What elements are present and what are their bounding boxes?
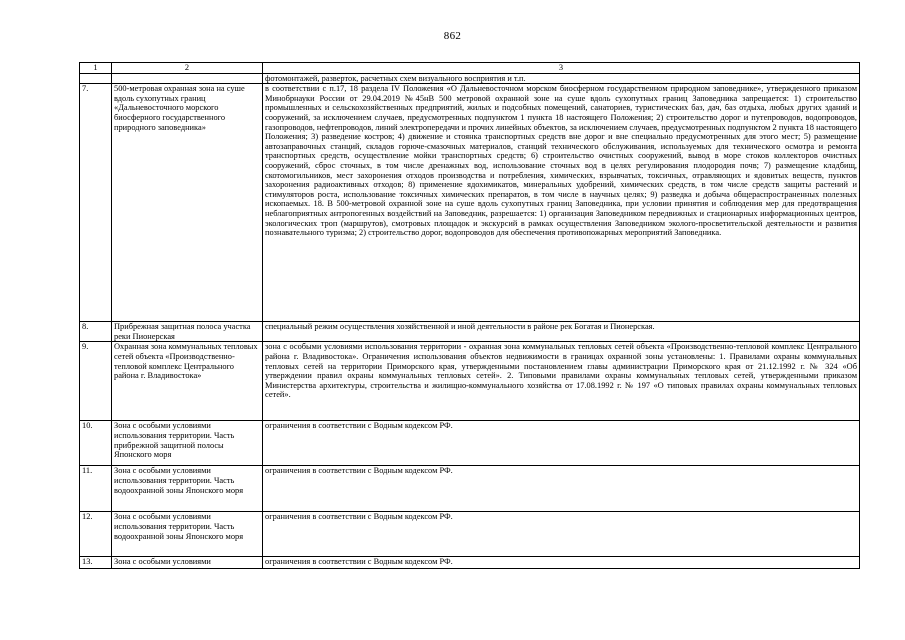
row-restrictions	[263, 322, 860, 342]
row-zone-name: Зона с особыми условиями использования территории. Часть водоохранной зоны Японского моря	[112, 512, 263, 557]
row-zone-name: Охранная зона коммунальных тепловых сетей объекта «Производственно-тепловой комплекс Центрального района г. Владивостока»	[112, 342, 263, 421]
row-restrictions	[263, 421, 860, 466]
row-restrictions	[263, 466, 860, 512]
table-header-row	[80, 63, 860, 74]
header-col-2: 2	[112, 63, 263, 74]
row-restrictions-text: ограничения в соответствии с Водным кодексом РФ.	[265, 466, 453, 476]
row-zone-name: 500-метровая охранная зона на суше вдоль сухопутных границ «Дальневосточного морского биосферного государственного природного заповедника»	[112, 84, 263, 322]
row-zone-name	[112, 73, 263, 84]
row-number: 10.	[80, 421, 112, 466]
row-restrictions-text: в соответствии с п.17, 18 раздела IV Положения «О Дальневосточном морском биосферном государственном природном заповеднике», утвержденного приказом Минобрнауки России от 29.04.2019 №45нВ 500 метровой охранной зоне на суше вдоль сухопутных границ Заповедника запрещается: 1) строительство промышленных и сельскохозяйственных предприятий, жилых и подсобных помещений, санаториев, туристических баз, дач, баз отдыха, любых других зданий и сооружений, за исключением случаев, предусмотренных подпунктом 1 пункта 18 настоящего Положения; 2) строительство дорог и путепроводов, водопроводов, газопроводов, нефтепроводов, линий электропередачи и прочих линейных объектов, за исключением случаев, предусмотренных подпунктом 2 пункта 18 настоящего Положения; 3) разведение костров; 4) движение и стоянка транспортных средств вне дорог и вне специально предусмотренных для этого мест; 5) размещение автозаправочных станций, складов горюче-смазочных материалов, станций технического обслуживания, используемых для технического осмотра и ремонта транспортных средств, осуществление мойки транспортных средств; 6) строительство очистных сооружений, вывод в море стоков коллекторов очистных сооружений, сброс сточных, в том числе дренажных вод, использование сточных вод в целях регулирования плодородия почв; 7) размещение кладбищ, скотомогильников, мест захоронения отходов производства и потребления, химических, взрывчатых, токсичных, отравляющих и ядовитых веществ, пунктов захоронения радиоактивных отходов; 8) применение ядохимикатов, минеральных удобрений, химических средств, в том числе средств защиты растений и стимуляторов роста, использование токсичных химических препаратов, в том числе в научных целях; 9) разведка и добыча общераспространенных полезных ископаемых. 18. В 500-метровой охранной зоне на суше вдоль сухопутных границ Заповедника, при условии принятия и соблюдения мер для предотвращения неблагоприятных антропогенных воздействий на Заповедник, разрешается: 1) организация Заповедником передвижных и стационарных информационных центров, экологических троп (маршрутов), смотровых площадок и экскурсий в рамках осуществления Заповедником эколого-просветительской деятельности и развития познавательного туризма; 2) строительство дорог, водопроводов для обеспечения противопожарных мероприятий Заповедника.	[265, 84, 857, 238]
row-restrictions	[263, 557, 860, 569]
row-restrictions-text: фотомонтажей, разверток, расчетных схем визуального восприятия и т.п.	[265, 73, 526, 83]
table-row	[80, 73, 860, 84]
row-number: 11.	[80, 466, 112, 512]
row-restrictions-text: ограничения в соответствии с Водным кодексом РФ.	[265, 557, 453, 567]
header-col-1: 1	[80, 63, 112, 74]
row-zone-name: Зона с особыми условиями использования территории. Часть водоохранной зоны Японского моря	[112, 466, 263, 512]
row-number	[80, 73, 112, 84]
row-zone-name: Прибрежная защитная полоса участка реки Пионерская	[112, 322, 263, 342]
table-row	[80, 512, 860, 557]
row-restrictions	[263, 73, 860, 84]
row-restrictions-text: ограничения в соответствии с Водным кодексом РФ.	[265, 512, 453, 522]
row-restrictions	[263, 342, 860, 421]
row-number: 12.	[80, 512, 112, 557]
table-row	[80, 466, 860, 512]
table-row	[80, 557, 860, 569]
regulations-table	[79, 62, 860, 569]
page-number: 862	[443, 30, 462, 42]
table-row	[80, 342, 860, 421]
row-number: 7.	[80, 84, 112, 322]
row-restrictions-text: зона с особыми условиями использования территории - охранная зона коммунальных тепловых сетей объекта «Производственно-тепловой комплекс Центрального района г. Владивостока». Ограничения использования объектов недвижимости в границах охранной зоны установлены: 1. Правилами охраны коммунальных тепловых сетей на территории Приморского края, утвержденными постановлением главы администрации Приморского края от 21.12.1992 г. № 324 «Об утверждении правил охраны коммунальных тепловых сетей». 2. Типовыми правилами охраны коммунальных тепловых сетей, утвержденными приказом Министерства архитектуры, строительства и жилищно-коммунального хозяйства от 17.08.1992 г. № 197 «О типовых правилах охраны коммунальных тепловых сетей».	[265, 342, 857, 400]
table-row	[80, 322, 860, 342]
row-restrictions-text: специальный режим осуществления хозяйственной и иной деятельности в районе рек Богатая и Пионерская.	[265, 322, 655, 332]
row-number: 8.	[80, 322, 112, 342]
row-number: 13.	[80, 557, 112, 569]
row-zone-name: Зона с особыми условиями	[112, 557, 263, 569]
row-restrictions	[263, 512, 860, 557]
header-col-3: 3	[263, 63, 860, 74]
row-zone-name: Зона с особыми условиями использования территории. Часть прибрежной защитной полосы Японского моря	[112, 421, 263, 466]
row-restrictions	[263, 84, 860, 322]
table-row	[80, 421, 860, 466]
row-restrictions-text: ограничения в соответствии с Водным кодексом РФ.	[265, 421, 453, 431]
table-row	[80, 84, 860, 322]
row-number: 9.	[80, 342, 112, 421]
